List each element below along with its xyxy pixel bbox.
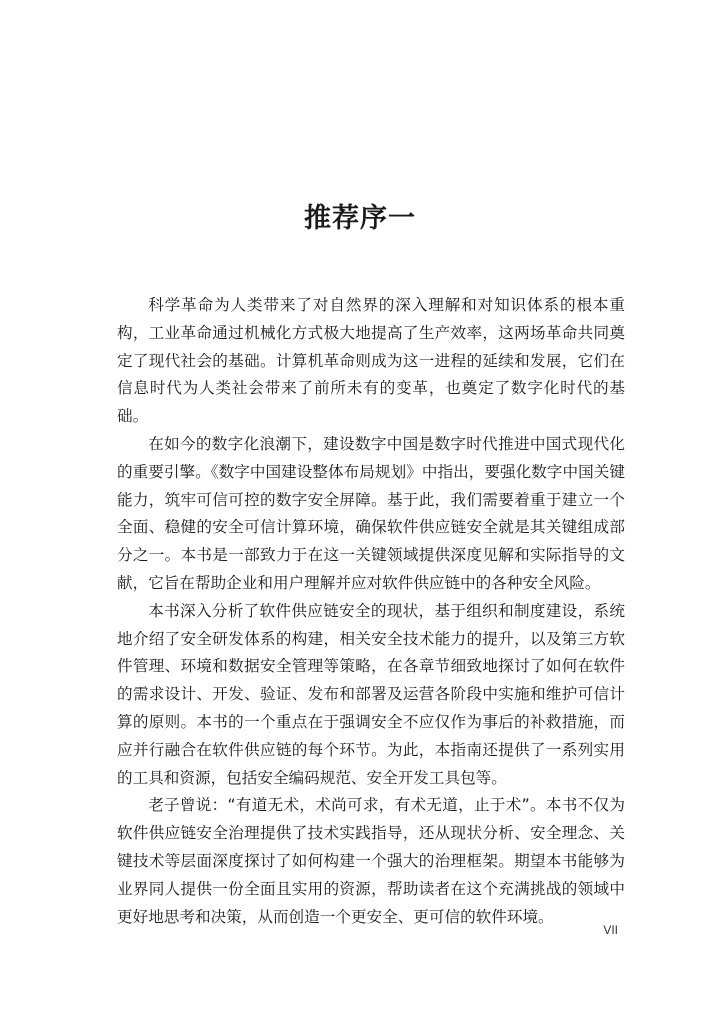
paragraph-3: 本书深入分析了软件供应链安全的现状，基于组织和制度建设，系统地介绍了安全研发体系的构建，相关安全技术能力的提升，以及第三方软件管理、环境和数据安全管理等策略，在各章节细致地探讨了如何在软件的需求设计、开发、验证、发布和部署及运营各阶段中实施和维护可信计算的原则。本书的一个重点在于强调安全不应仅作为事后的补救措施，而应并行融合在软件供应链的每个环节。为此，本指南还提供了一系列实用的工具和资源，包括安全编码规范、安全开发工具包等。 — [117, 601, 625, 787]
body-text — [117, 292, 625, 931]
page-number: VII — [603, 923, 618, 937]
paragraph-1: 科学革命为人类带来了对自然界的深入理解和对知识体系的根本重构，工业革命通过机械化方式极大地提高了生产效率，这两场革命共同奠定了现代社会的基础。计算机革命则成为这一进程的延续和发展，它们在信息时代为人类社会带来了前所未有的变革，也奠定了数字化时代的基础。 — [117, 296, 625, 426]
paragraph-4: 老子曾说：“有道无术，术尚可求，有术无道，止于术”。本书不仅为软件供应链安全治理提供了技术实践指导，还从现状分析、安全理念、关键技术等层面深度探讨了如何构建一个强大的治理框架。期望本书能够为业界同人提供一份全面且实用的资源，帮助读者在这个充满挑战的领域中更好地思考和决策，从而创造一个更安全、更可信的软件环境。 — [117, 796, 625, 926]
page-title: 推荐序一 — [304, 203, 416, 234]
paragraph-2: 在如今的数字化浪潮下，建设数字中国是数字时代推进中国式现代化的重要引擎。《数字中国建设整体布局规划》中指出，要强化数字中国关键能力，筑牢可信可控的数字安全屏障。基于此，我们需要着重于建立一个全面、稳健的安全可信计算环境，确保软件供应链安全就是其关键组成部分之一。本书是一部致力于在这一关键领域提供深度见解和实际指导的文献，它旨在帮助企业和用户理解并应对软件供应链中的各种安全风险。 — [117, 434, 625, 592]
